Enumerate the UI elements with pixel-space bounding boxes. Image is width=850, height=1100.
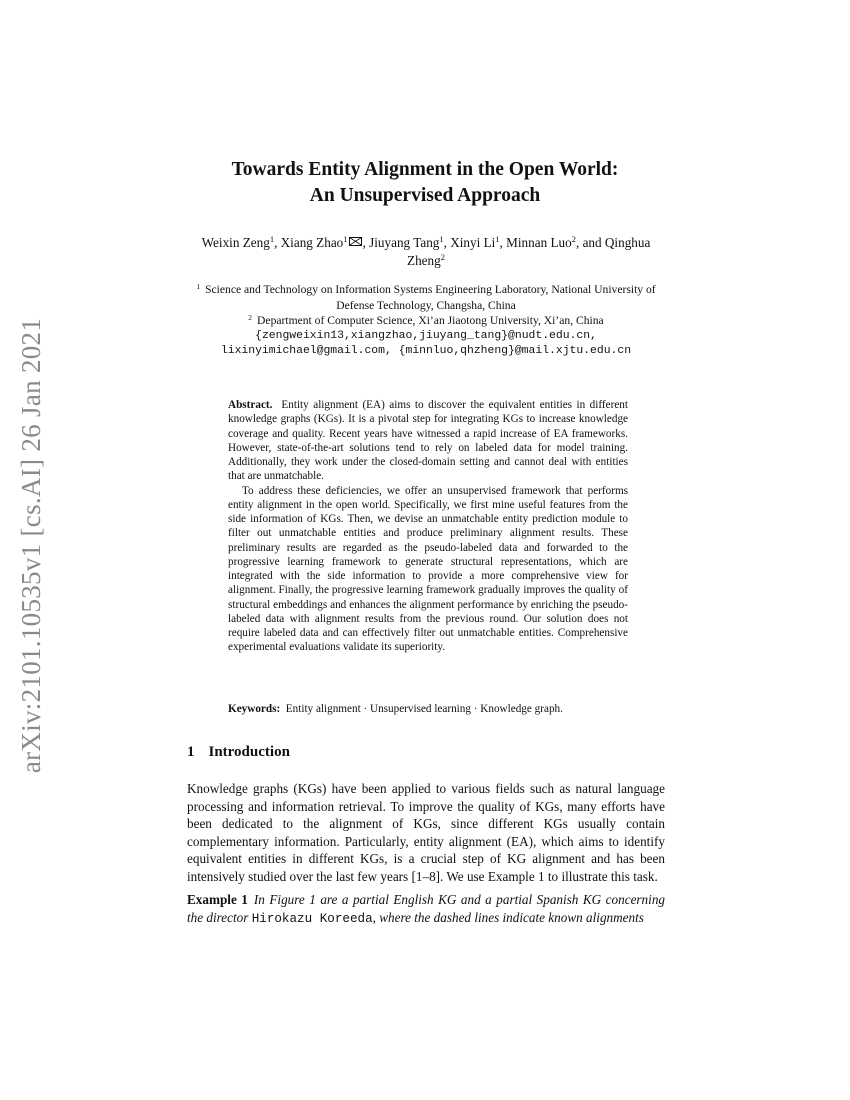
author-name: Weixin Zeng — [201, 235, 270, 250]
author-affiliation-mark: 1 — [269, 234, 275, 244]
arxiv-identifier-text: arXiv:2101.10535v1 [cs.AI] 26 Jan 2021 — [16, 317, 47, 773]
keywords-text: Entity alignment · Unsupervised learning · Knowledge graph. — [285, 703, 563, 715]
author-affiliation-mark: 1 — [343, 234, 348, 244]
author-separator: , — [443, 235, 451, 250]
author-name: Qinghua Zheng — [407, 235, 651, 268]
example-text-a: In Figure 1 are a partial English KG and a partial Spanish KG concerning the director — [187, 892, 666, 925]
abstract-text-1: Entity alignment (EA) aims to discover the equivalent entities in different knowledge graphs (KGs). It is a pivotal step for integrating KGs to increase knowledge coverage and quality. Recent years have witnessed a rapid increase of EA frameworks. However, state-of-the-art solutions tend to rely on labeled data for model training. Additionally, they work under the closed-domain setting and cannot deal with entities that are unmatchable. — [228, 399, 628, 483]
author-name: Xinyi Li — [450, 235, 496, 250]
affiliation-text: Science and Technology on Information Systems Engineering Laboratory, National University of Defense Technology, Changsha, China — [205, 283, 656, 312]
example-entity-name: Hirokazu Koreeda — [251, 911, 373, 926]
example-text-b: , where the dashed lines indicate known alignments — [372, 909, 644, 925]
affiliation-mark: 2 — [248, 313, 253, 323]
affiliation-text: Department of Computer Science, Xi’an Jiaotong University, Xi’an, China — [257, 314, 604, 328]
author-affiliation-mark: 2 — [440, 252, 445, 262]
example-1 — [187, 891, 665, 928]
abstract-paragraph-1 — [228, 398, 628, 484]
author-separator: , — [362, 235, 370, 250]
affiliation-2 — [185, 313, 667, 329]
arxiv-identifier-stamp — [2, 310, 62, 780]
abstract-label: Abstract. — [228, 399, 273, 411]
author-separator: , and — [575, 235, 605, 250]
author-list — [185, 234, 667, 270]
author-separator: , — [499, 235, 507, 250]
email-line-2: lixinyimichael@gmail.com, {minnluo,qhzheng}@mail.xjtu.edu.cn — [220, 345, 632, 358]
section-title: Introduction — [208, 744, 290, 760]
keywords-label: Keywords: — [228, 703, 281, 715]
section-number: 1 — [187, 744, 195, 760]
section-heading — [187, 744, 290, 761]
affiliations — [185, 282, 667, 360]
author-name: Minnan Luo — [506, 235, 572, 250]
email-line-1: {zengweixin13,xiangzhao,jiuyang_tang}@nudt.edu.cn, — [255, 329, 597, 342]
keywords — [228, 702, 628, 716]
author-affiliation-mark: 1 — [439, 234, 444, 244]
title-line-2: An Unsupervised Approach — [309, 185, 541, 206]
paper-title — [0, 157, 850, 209]
author-affiliation-mark: 1 — [495, 234, 500, 244]
author-separator: , — [274, 235, 281, 250]
author-affiliation-mark: 2 — [571, 234, 576, 244]
affiliation-mark: 1 — [196, 282, 201, 291]
intro-paragraph: Knowledge graphs (KGs) have been applied to various fields such as natural language processing and information retrieval. To improve the quality of KGs, many efforts have been dedicated to the alignment of KGs, since different KGs usually contain complementary information. Particularly, entity alignment (EA), which aims to identify equivalent entities in different KGs, is a crucial step of KG alignment and has been intensively studied over the last few years [1–8]. We use Example 1 to illustrate this task. — [187, 781, 665, 884]
introduction-body — [187, 780, 665, 886]
affiliation-1 — [185, 282, 667, 313]
abstract — [228, 398, 628, 655]
abstract-paragraph-2: To address these deficiencies, we offer an unsupervised framework that performs entity alignment in the open world. Specifically, we first mine useful features from the side information of KGs. Then, we devise an unmatchable entity prediction module to filter out unmatchable entities and produce preliminary alignment results. These preliminary results are regarded as the pseudo-labeled data and forwarded to the progressive learning framework to generate structural representations, which are integrated with the side information to provide a more comprehensive view for alignment. Finally, the progressive learning framework gradually improves the quality of structural embeddings and enhances the alignment performance by enriching the pseudo-labeled data with alignment results from the previous round. Our solution does not require labeled data and can effectively filter out unmatchable entities. Comprehensive experimental evaluations validate its superiority. — [228, 484, 628, 654]
example-label: Example 1 — [187, 892, 248, 907]
author-name: Jiuyang Tang — [369, 235, 440, 250]
author-name: Xiang Zhao — [280, 235, 344, 250]
envelope-icon — [349, 237, 362, 246]
title-line-1: Towards Entity Alignment in the Open World: — [231, 159, 619, 180]
